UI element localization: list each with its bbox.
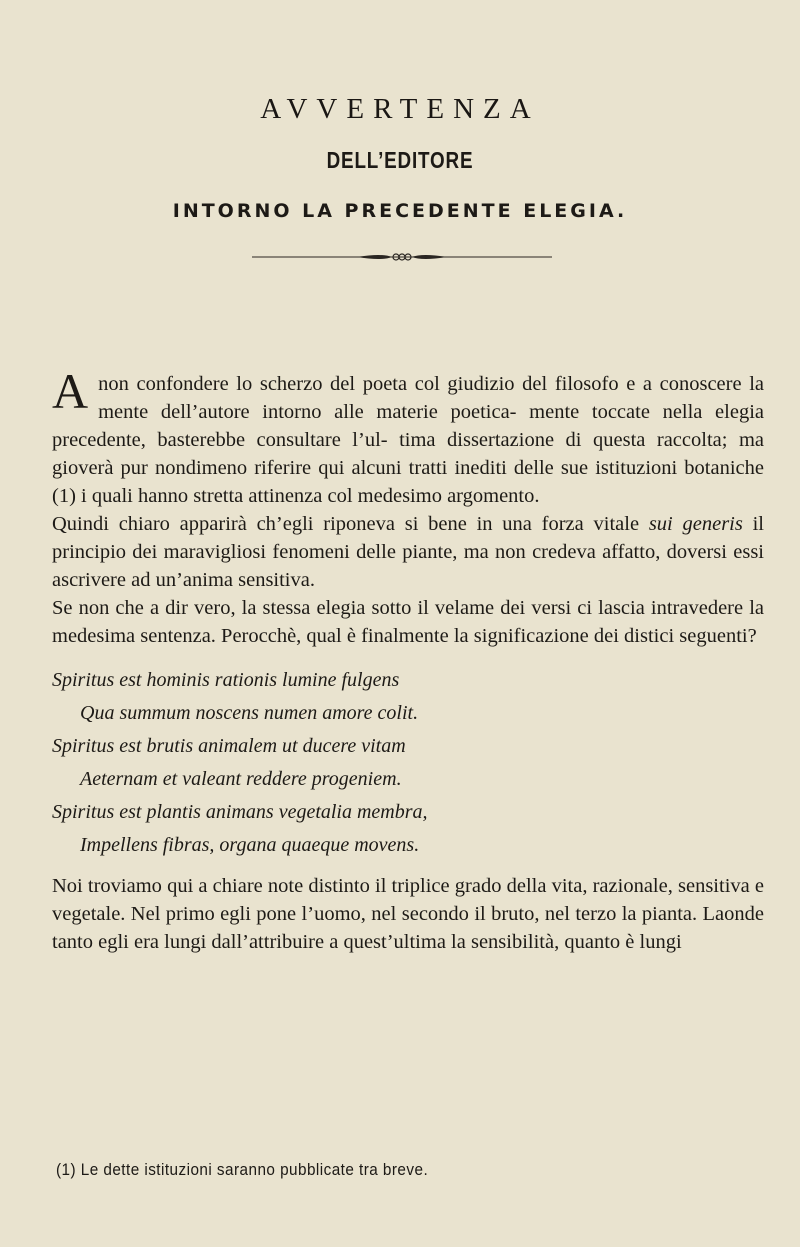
- paragraph-2-italic: sui generis: [648, 513, 743, 535]
- page-subtitle-secondary: INTORNO LA PRECEDENTE ELEGIA.: [172, 200, 628, 222]
- paragraph-3: Se non che a dir vero, la stessa elegia sotto il velame dei versi ci lascia intravedere la medesima sentenza. Perocchè, qual è finalmente la significazione dei distici seguenti?: [52, 597, 764, 647]
- verse-line: Qua summum noscens numen amore colit.: [80, 702, 419, 724]
- verse-line: Spiritus est brutis animalem ut ducere vitam: [52, 735, 406, 757]
- paragraph-2-text-end: il principio dei maravigliosi fenomeni delle piante, ma non credeva affatto, doversi essi ascrivere ad un’anima sensitiva.: [52, 513, 764, 591]
- verse-line: Impellens fibras, organa quaeque movens.: [80, 834, 420, 856]
- paragraph-4: Noi troviamo qui a chiare note distinto il triplice grado della vita, razionale, sensitiva e vegetale. Nel primo egli pone l’uomo, nel secondo il bruto, nel terzo la pianta. Laonde tanto egli era lungi dall’attribuire a quest’ultima la sensibilità, quanto è lungi: [52, 875, 764, 953]
- paragraph-1-text: non confondere lo scherzo del poeta col giudizio del filosofo e a conoscere la mente dell’autore intorno alle materie poetica- mente toccate nella elegia precedente, basterebbe consultare l’ul- tima dissertazione di questa raccolta; ma gioverà pur nondimeno riferire qui alcuni tratti inediti delle sue istituzioni botaniche (1) i quali hanno stretta attinenza col medesimo argomento.: [52, 373, 764, 507]
- paragraph-2-text-start: Quindi chiaro apparirà ch’egli riponeva si bene in una forza vitale: [52, 513, 649, 535]
- paragraph-2: [52, 510, 764, 594]
- verse-line: Spiritus est hominis rationis lumine fulgens: [52, 669, 400, 691]
- body-text: [52, 363, 764, 956]
- page-subtitle: DELL’EDITORE: [326, 147, 474, 173]
- drop-cap: A: [52, 363, 89, 419]
- divider-ornament-icon: [252, 250, 552, 264]
- page-title: AVVERTENZA: [260, 93, 540, 125]
- footnote: (1) Le dette istituzioni saranno pubblicate tra breve.: [56, 1160, 429, 1179]
- paragraph-1: [52, 363, 764, 510]
- verse-line: Spiritus est plantis animans vegetalia membra,: [52, 801, 428, 823]
- verse-line: Aeternam et valeant reddere progeniem.: [80, 768, 402, 790]
- latin-verses: [52, 664, 764, 862]
